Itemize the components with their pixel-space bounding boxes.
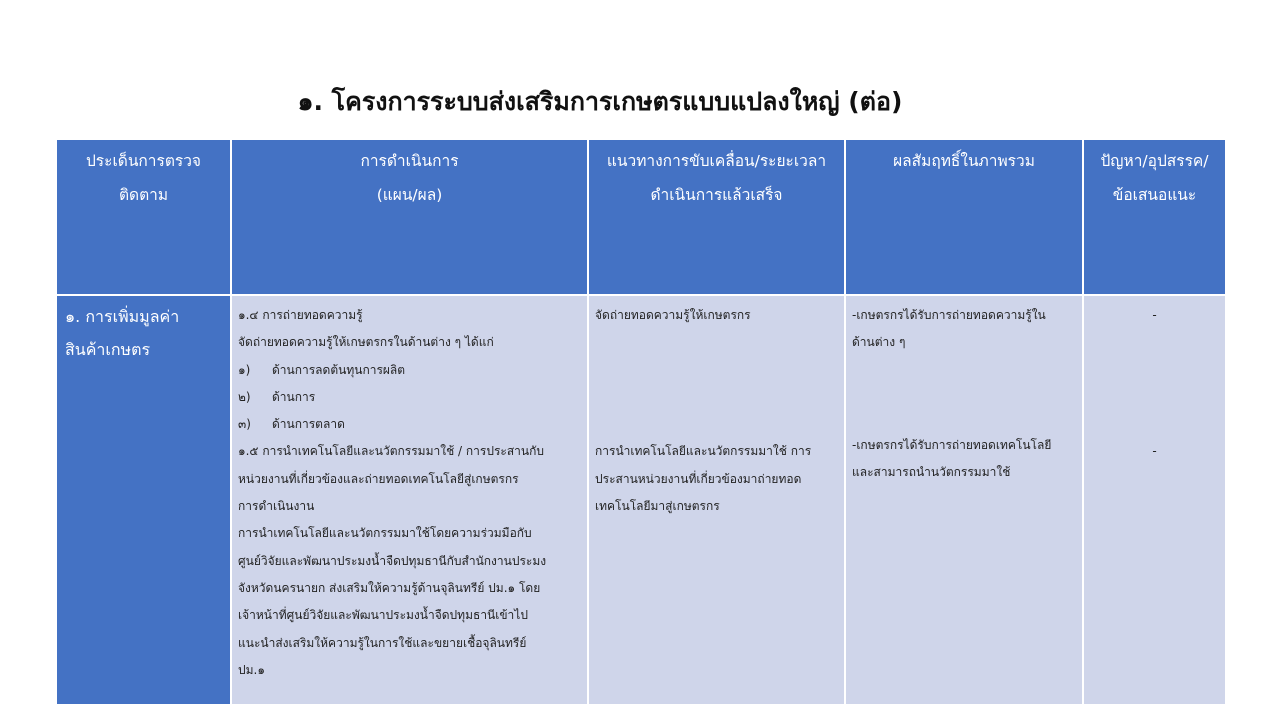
result-cell — [845, 295, 1083, 705]
result-text: ด้านต่าง ๆ — [852, 335, 906, 350]
header-operations — [231, 139, 588, 295]
spacer — [1090, 329, 1219, 438]
operations-cell — [231, 295, 588, 705]
paragraph-line: การนำเทคโนโลยีและนวัตกรรมมาใช้โดยความร่วมมือกับ — [238, 526, 532, 541]
result-text: และสามารถนำนวัตกรรมมาใช้ — [852, 464, 1011, 479]
paragraph-line: จังหวัดนครนายก ส่งเสริมให้ความรู้ด้านจุลินทรีย์ ปม.๑ โดย — [238, 580, 541, 595]
topic-text: ๑. การเพิ่มมูลค่า — [65, 307, 180, 326]
header-topic — [56, 139, 231, 295]
issues-cell — [1083, 295, 1226, 705]
header-result — [845, 139, 1083, 295]
paragraph-line: แนะนำส่งเสริมให้ความรู้ในการใช้และขยายเชื้อจุลินทรีย์ — [238, 635, 527, 650]
slide-title: ๑. โครงการระบบส่งเสริมการเกษตรแบบแปลงใหญ่ (ต่อ) — [297, 87, 903, 116]
paragraph-line: ศูนย์วิจัยและพัฒนาประมงน้ำจืดปทุมธานีกับสำนักงานประมง — [238, 553, 547, 568]
issue-text: - — [1152, 444, 1157, 459]
strategy-text: จัดถ่ายทอดความรู้ให้เกษตรกร — [595, 308, 751, 322]
list-text: ด้านการตลาด — [272, 417, 345, 432]
strategy-cell — [588, 295, 845, 705]
report-table — [55, 138, 1227, 706]
list-item — [238, 411, 581, 438]
strategy-text: ประสานหน่วยงานที่เกี่ยวข้องมาถ่ายทอด — [595, 471, 802, 486]
paragraph-line: ปม.๑ — [238, 662, 265, 677]
topic-text: สินค้าเกษตร — [65, 340, 151, 359]
result-text: -เกษตรกรได้รับการถ่ายทอดเทคโนโลยี — [852, 437, 1052, 452]
header-strategy — [588, 139, 845, 295]
result-text: -เกษตรกรได้รับการถ่ายทอดความรู้ใน — [852, 308, 1046, 322]
paragraph-line: เจ้าหน้าที่ศูนย์วิจัยและพัฒนาประมงน้ำจืดปทุมธานีเข้าไป — [238, 608, 528, 623]
list-item — [238, 384, 581, 411]
topic-cell — [56, 295, 231, 705]
spacer — [595, 329, 838, 438]
paragraph-line: หน่วยงานที่เกี่ยวข้องและถ่ายทอดเทคโนโลยีสู่เกษตรกร — [238, 471, 519, 486]
header-text: แนวทางการขับเคลื่อน/ระยะเวลา — [606, 152, 827, 170]
strategy-text: เทคโนโลยีมาสู่เกษตรกร — [595, 498, 720, 513]
header-issues — [1083, 139, 1226, 295]
spacer — [852, 357, 1076, 432]
header-text: ประเด็นการตรวจ — [85, 152, 202, 170]
list-text: ด้านการลดต้นทุนการผลิต — [272, 362, 406, 377]
paragraph-line: ๑.๕ การนำเทคโนโลยีและนวัตกรรมมาใช้ / การประสานกับ — [238, 444, 544, 459]
header-text: ติดตาม — [118, 186, 169, 204]
header-text: ดำเนินการแล้วเสร็จ — [650, 186, 783, 204]
header-text: ข้อเสนอแนะ — [1112, 186, 1197, 204]
header-text: (แผน/ผล) — [376, 186, 443, 204]
list-number: ๑) — [238, 362, 251, 377]
header-text: การดำเนินการ — [360, 152, 459, 170]
header-text: ผลสัมฤทธิ์ในภาพรวม — [893, 152, 1035, 170]
strategy-text: การนำเทคโนโลยีและนวัตกรรมมาใช้ การ — [595, 444, 812, 459]
header-row — [56, 139, 1226, 295]
paragraph-line: การดำเนินงาน — [238, 499, 315, 514]
list-number: ๒) — [238, 389, 251, 404]
list-item — [238, 357, 581, 384]
issue-text: - — [1152, 308, 1157, 322]
table-row — [56, 295, 1226, 705]
item-heading: ๑.๔ การถ่ายทอดความรู้ — [238, 308, 363, 322]
list-number: ๓) — [238, 417, 251, 432]
list-text: ด้านการ — [272, 389, 316, 404]
item-description: จัดถ่ายทอดความรู้ให้เกษตรกรในด้านต่าง ๆ ได้แก่ — [238, 335, 494, 350]
header-text: ปัญหา/อุปสรรค/ — [1100, 152, 1209, 170]
